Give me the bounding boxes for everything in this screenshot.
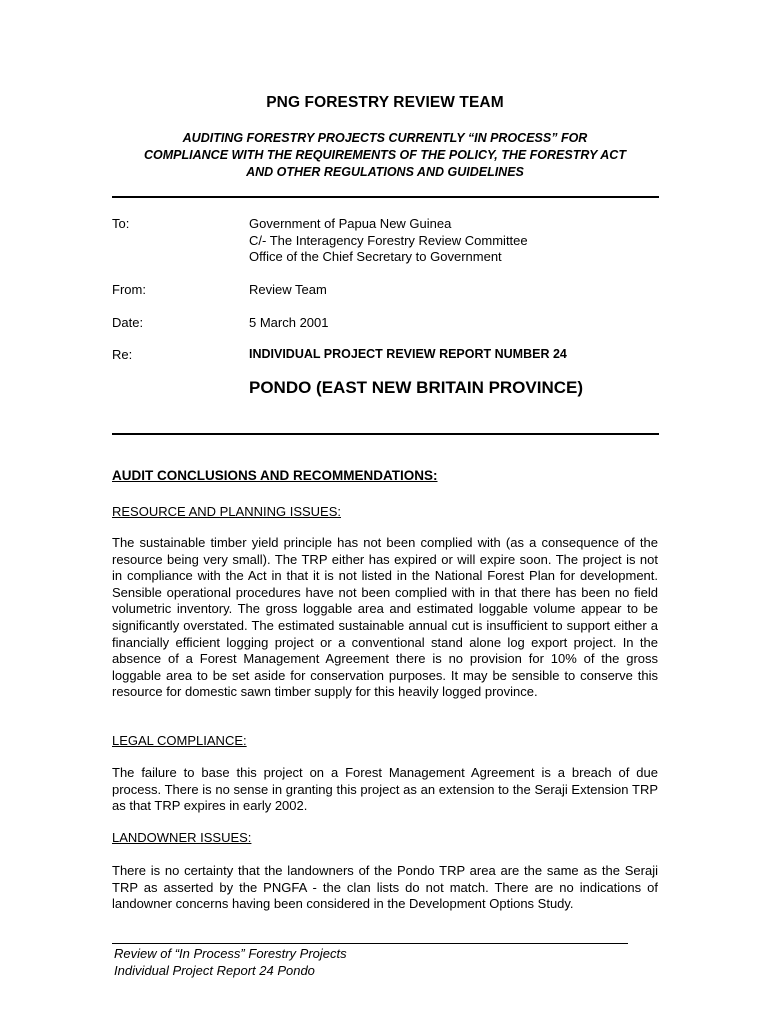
from-label: From:: [112, 282, 146, 297]
date-value: 5 March 2001: [249, 315, 329, 330]
to-recipient: [249, 216, 528, 266]
legal-compliance-heading: LEGAL COMPLIANCE:: [112, 733, 247, 748]
to-line-1: Government of Papua New Guinea: [249, 216, 452, 231]
footer-divider: [112, 943, 628, 944]
subtitle-line-2: COMPLIANCE WITH THE REQUIREMENTS OF THE POLICY, THE FORESTRY ACT: [144, 148, 626, 162]
legal-compliance-paragraph: The failure to base this project on a Forest Management Agreement is a breach of due process. There is no sense in granting this project as an extension to the Seraji Extension TRP as that TRP expires in early 2002.: [112, 765, 658, 814]
from-value: Review Team: [249, 282, 327, 297]
document-subtitle: [100, 130, 670, 181]
re-value: INDIVIDUAL PROJECT REVIEW REPORT NUMBER 24: [249, 347, 567, 361]
to-label: To:: [112, 216, 130, 231]
to-line-3: Office of the Chief Secretary to Government: [249, 249, 502, 264]
resource-planning-heading: RESOURCE AND PLANNING ISSUES:: [112, 504, 341, 519]
re-label: Re:: [112, 347, 133, 362]
to-line-2: C/- The Interagency Forestry Review Committee: [249, 232, 528, 248]
footer-line-2: Individual Project Report 24 Pondo: [114, 963, 315, 978]
subtitle-line-3: AND OTHER REGULATIONS AND GUIDELINES: [246, 165, 524, 179]
audit-conclusions-heading: AUDIT CONCLUSIONS AND RECOMMENDATIONS:: [112, 468, 438, 483]
project-title: PONDO (EAST NEW BRITAIN PROVINCE): [249, 378, 584, 397]
page-footer: [114, 945, 347, 979]
header-divider: [112, 196, 659, 198]
date-label: Date:: [112, 315, 144, 330]
resource-planning-paragraph: The sustainable timber yield principle has not been complied with (as a consequence of the resource being very small). The TRP either has expired or will expire soon. The project is not in compliance with the Act in that it is not listed in the National Forest Plan for development. Sensible operational procedures have not been complied with in that there has been no field volumetric inventory. The gross loggable area and estimated loggable volume appear to be significantly overstated. The estimated sustainable annual cut is insufficient to support either a financially efficient logging project or a conventional stand alone log export project. In the absence of a Forest Management Agreement there is no provision for 10% of the gross loggable area to be set aside for conservation purposes. It may be sensible to conserve this resource for domestic sawn timber supply for this heavily logged province.: [112, 535, 658, 700]
landowner-issues-heading: LANDOWNER ISSUES:: [112, 830, 252, 845]
document-title: PNG FORESTRY REVIEW TEAM: [266, 94, 504, 111]
memo-divider: [112, 433, 659, 435]
subtitle-line-1: AUDITING FORESTRY PROJECTS CURRENTLY “IN PROCESS” FOR: [182, 131, 588, 145]
footer-line-1: Review of “In Process” Forestry Projects: [114, 946, 347, 961]
landowner-issues-paragraph: There is no certainty that the landowners of the Pondo TRP area are the same as the Seraji TRP as asserted by the PNGFA - the clan lists do not match. There are no indications of landowner concerns having been considered in the Development Options Study.: [112, 863, 658, 912]
